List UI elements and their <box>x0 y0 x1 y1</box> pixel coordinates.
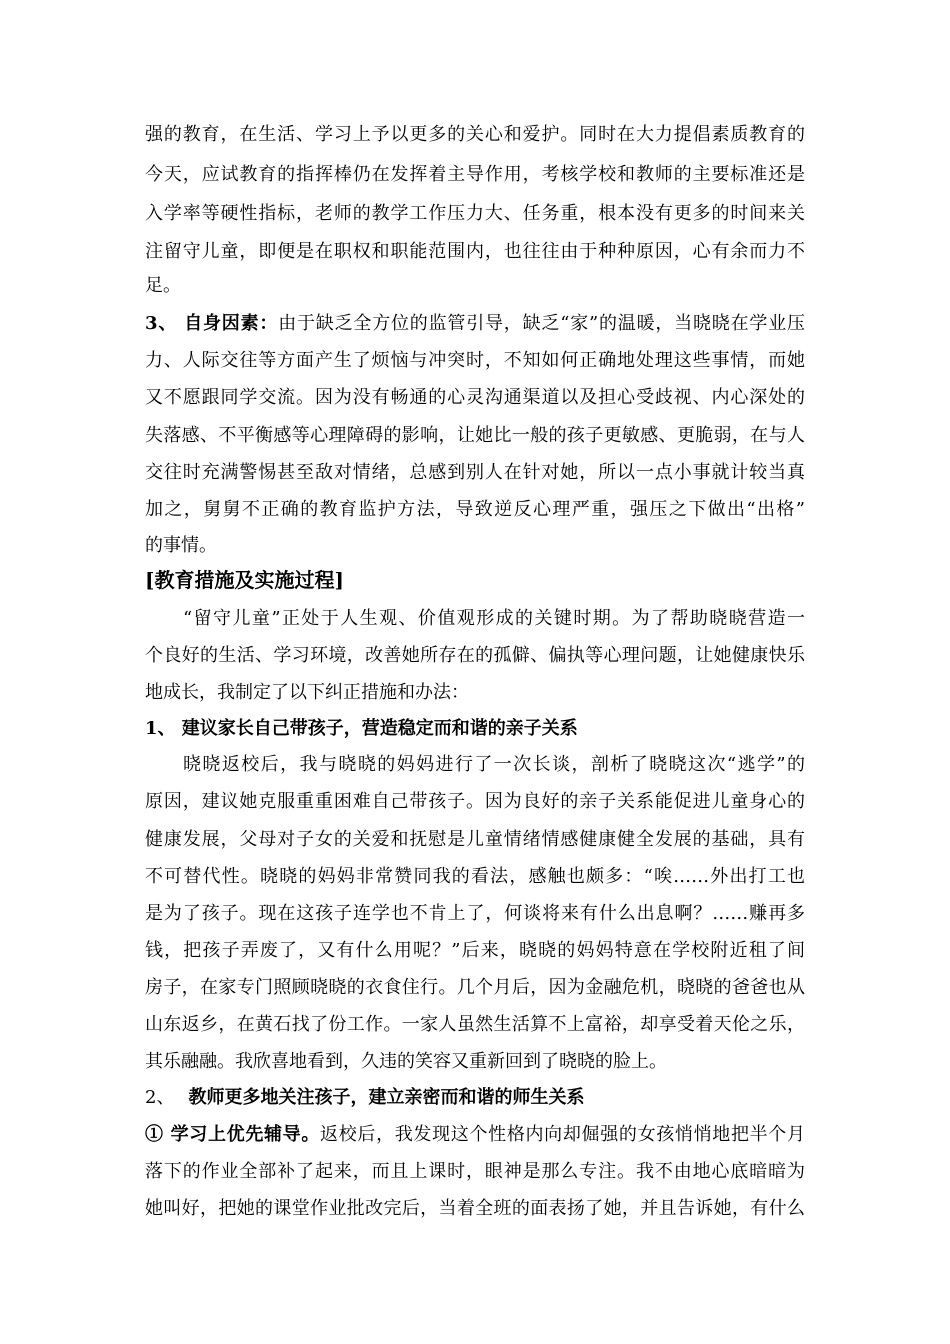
self-factor-label: 3、 自身因素： <box>145 313 279 334</box>
text-line: 入学率等硬性指标，老师的教学工作压力大、任务重，根本没有更多的时间来关 <box>145 203 805 224</box>
section-heading: [教育措施及实施过程] <box>145 568 344 592</box>
item-1-heading: 1、 建议家长自己带孩子，营造稳定而和谐的亲子关系 <box>145 718 578 739</box>
item-2-heading <box>145 1088 805 1108</box>
text-line: 房子，在家专门照顾晓晓的衣食住行。几个月后，因为金融危机，晓晓的爸爸也从 <box>145 977 805 998</box>
text-line: 健康发展，父母对子女的关爱和抚慰是儿童情绪情感健康健全发展的基础，具有 <box>145 829 805 850</box>
text-line: 钱，把孩子弄废了，又有什么用呢？”后来，晓晓的妈妈特意在学校附近租了间 <box>145 940 805 961</box>
text-line: 是为了孩子。现在这孩子连学也不肯上了，何谈将来有什么出息啊？……赚再多 <box>145 903 805 924</box>
text-line: 个良好的生活、学习环境，改善她所存在的孤僻、偏执等心理问题，让她健康快乐 <box>145 645 805 666</box>
self-factor-line <box>145 314 805 334</box>
text-line: 加之，舅舅不正确的教育监护方法，导致逆反心理严重，强压之下做出“出格” <box>145 499 805 520</box>
text-line: 的事情。 <box>145 535 217 556</box>
text-line: 晓晓返校后，我与晓晓的妈妈进行了一次长谈，剖析了晓晓这次“逃学”的 <box>183 754 805 775</box>
text-line: 原因，建议她克服重重困难自己带孩子。因为良好的亲子关系能促进儿童身心的 <box>145 791 805 812</box>
text-line: 地成长，我制定了以下纠正措施和办法： <box>145 682 469 703</box>
text-line: 交往时充满警惕甚至敌对情绪，总感到别人在针对她，所以一点小事就计较当真 <box>145 462 805 483</box>
text-line: 今天，应试教育的指挥棒仍在发挥着主导作用，考核学校和教师的主要标准还是 <box>145 164 805 185</box>
text-line: 其乐融融。我欣喜地看到，久违的笑容又重新回到了晓晓的脸上。 <box>145 1051 667 1072</box>
text-line: 山东返乡，在黄石找了份工作。一家人虽然生活算不上富裕，却享受着天伦之乐， <box>145 1014 805 1035</box>
item-2-text: 教师更多地关注孩子，建立亲密而和谐的师生关系 <box>188 1087 585 1108</box>
item-2-number: 2、 <box>145 1087 175 1108</box>
text-line: 足。 <box>145 275 181 296</box>
sub-item-1-line <box>145 1125 805 1145</box>
text-line: 注留守儿童，即便是在职权和职能范围内，也往往由于种种原因，心有余而力不 <box>145 241 805 262</box>
text-line: 落下的作业全部补了起来，而且上课时，眼神是那么专注。我不由地心底暗暗为 <box>145 1161 805 1182</box>
text-line: “留守儿童”正处于人生观、价值观形成的关键时期。为了帮助晓晓营造一 <box>183 608 805 629</box>
text-line: 强的教育，在生活、学习上予以更多的关心和爱护。同时在大力提倡素质教育的 <box>145 124 805 145</box>
self-factor-text: 由于缺乏全方位的监管引导，缺乏“家”的温暖，当晓晓在学业压 <box>278 313 806 334</box>
text-line: 又不愿跟同学交流。因为没有畅通的心灵沟通渠道以及担心受歧视、内心深处的 <box>145 387 805 408</box>
text-line: 力、人际交往等方面产生了烦恼与冲突时，不知如何正确地处理这些事情，而她 <box>145 350 805 371</box>
sub-item-1-text: 返校后，我发现这个性格内向却倔强的女孩悄悄地把半个月 <box>320 1124 805 1145</box>
sub-item-1-label: ① 学习上优先辅导。 <box>145 1124 321 1145</box>
text-line: 她叫好，把她的课堂作业批改完后，当着全班的面表扬了她，并且告诉她，有什么 <box>145 1198 805 1219</box>
text-line: 失落感、不平衡感等心理障碍的影响，让她比一般的孩子更敏感、更脆弱，在与人 <box>145 425 805 446</box>
text-line: 不可替代性。晓晓的妈妈非常赞同我的看法，感触也颇多：“唉……外出打工也 <box>145 866 805 887</box>
